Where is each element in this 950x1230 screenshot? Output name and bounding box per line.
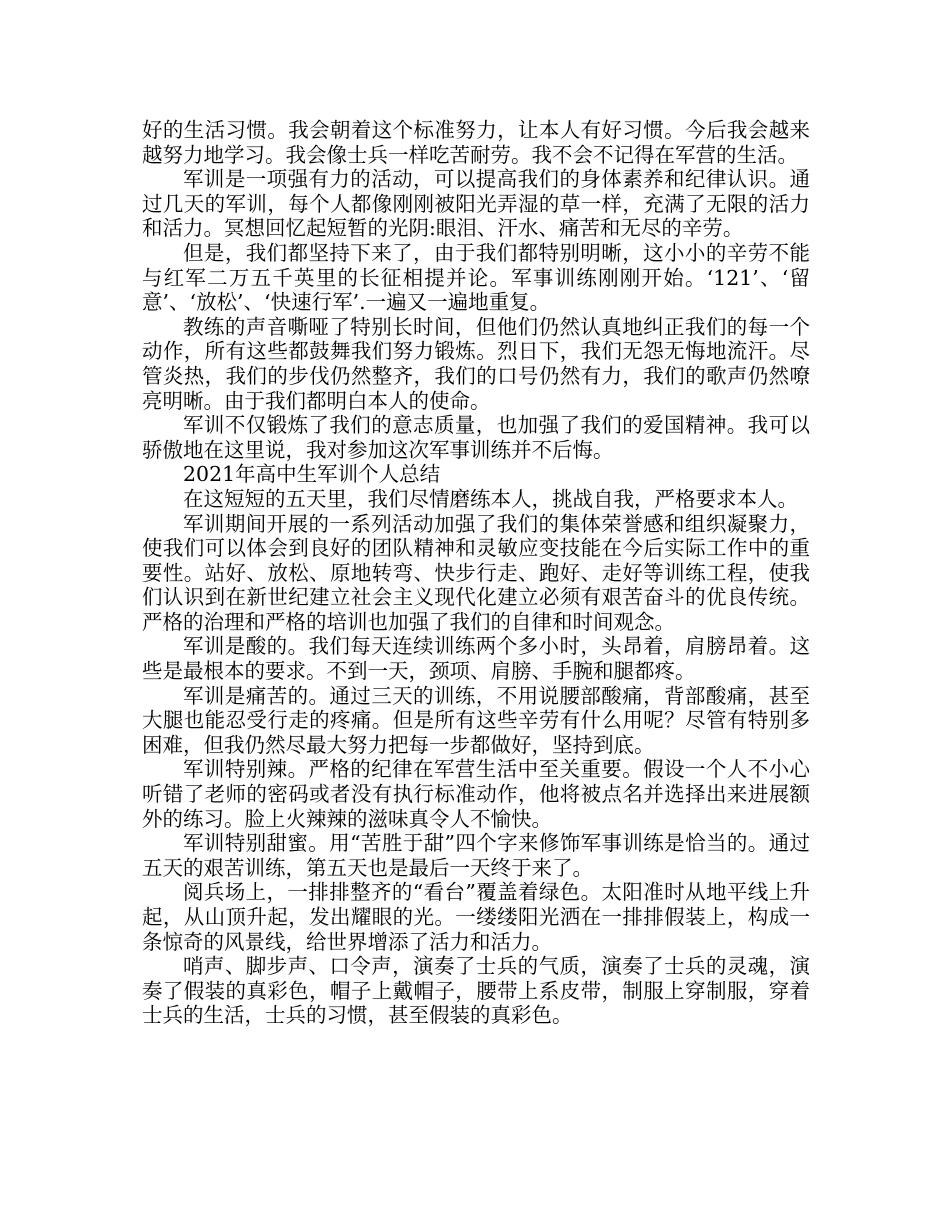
section-paragraph-2: 军训期间开展的一系列活动加强了我们的集体荣誉感和组织凝聚力，使我们可以体会到良好的团队精神和灵敏应变技能在今后实际工作中的重要性。站好、放松、原地转弯、快步行走、跑好、走好等训练工程，使我们认识到在新世纪建立社会主义现代化建立必须有艰苦奋斗的优良传统。严格的治理和严格的培训也加强了我们的自律和时间观念。 xyxy=(142,511,810,634)
section-paragraph-5: 军训特别辣。严格的纪律在军营生活中至关重要。假设一个人不小心听错了老师的密码或者没有执行标准动作，他将被点名并选择出来进展额外的练习。脸上火辣辣的滋味真令人不愉快。 xyxy=(142,757,810,831)
document-page xyxy=(142,118,810,1028)
section-paragraph-3: 军训是酸的。我们每天连续训练两个多小时，头昂着，肩膀昂着。这些是最根本的要求。不到一天，颈项、肩膀、手腕和腿都疼。 xyxy=(142,634,810,684)
section-title: 2021年高中生军训个人总结 xyxy=(183,462,441,487)
paragraph-5: 军训不仅锻炼了我们的意志质量，也加强了我们的爱国精神。我可以骄傲地在这里说，我对参加这次军事训练并不后悔。 xyxy=(142,413,810,462)
paragraph-4: 教练的声音嘶哑了特别长时间，但他们仍然认真地纠正我们的每一个动作，所有这些都鼓舞我们努力锻炼。烈日下，我们无怨无悔地流汗。尽管炎热，我们的步伐仍然整齐，我们的口号仍然有力，我们的歌声仍然嘹亮明晰。由于我们都明白本人的使命。 xyxy=(142,314,810,413)
section-paragraph-4: 军训是痛苦的。通过三天的训练，不用说腰部酸痛，背部酸痛，甚至大腿也能忍受行走的疼痛。但是所有这些辛劳有什么用呢？尽管有特别多困难，但我仍然尽最大努力把每一步都做好，坚持到底。 xyxy=(142,683,810,757)
paragraph-2: 军训是一项强有力的活动，可以提高我们的身体素养和纪律认识。通过几天的军训，每个人都像刚刚被阳光弄湿的草一样，充满了无限的活力和活力。冥想回忆起短暂的光阴:眼泪、汗水、痛苦和无尽的辛劳。 xyxy=(142,167,810,241)
paragraph-1: 好的生活习惯。我会朝着这个标准努力，让本人有好习惯。今后我会越来越努力地学习。我会像士兵一样吃苦耐劳。我不会不记得在军营的生活。 xyxy=(142,118,810,167)
section-paragraph-6: 军训特别甜蜜。用“苦胜于甜”四个字来修饰军事训练是恰当的。通过五天的艰苦训练，第五天也是最后一天终于来了。 xyxy=(142,831,810,880)
section-paragraph-8: 哨声、脚步声、口令声，演奏了士兵的气质，演奏了士兵的灵魂，演奏了假装的真彩色，帽子上戴帽子，腰带上系皮带，制服上穿制服，穿着士兵的生活，士兵的习惯，甚至假装的真彩色。 xyxy=(142,954,810,1028)
section-paragraph-1: 在这短短的五天里，我们尽情磨练本人，挑战自我，严格要求本人。 xyxy=(183,486,798,511)
section-paragraph-7: 阅兵场上，一排排整齐的“看台”覆盖着绿色。太阳准时从地平线上升起，从山顶升起，发出耀眼的光。一缕缕阳光洒在一排排假装上，构成一条惊奇的风景线，给世界增添了活力和活力。 xyxy=(142,880,810,954)
paragraph-3: 但是，我们都坚持下来了，由于我们都特别明晰，这小小的辛劳不能与红军二万五千英里的长征相提并论。军事训练刚刚开始。‘121’、‘留意’、‘放松’、‘快速行军’.一遍又一遍地重复。 xyxy=(142,240,810,315)
